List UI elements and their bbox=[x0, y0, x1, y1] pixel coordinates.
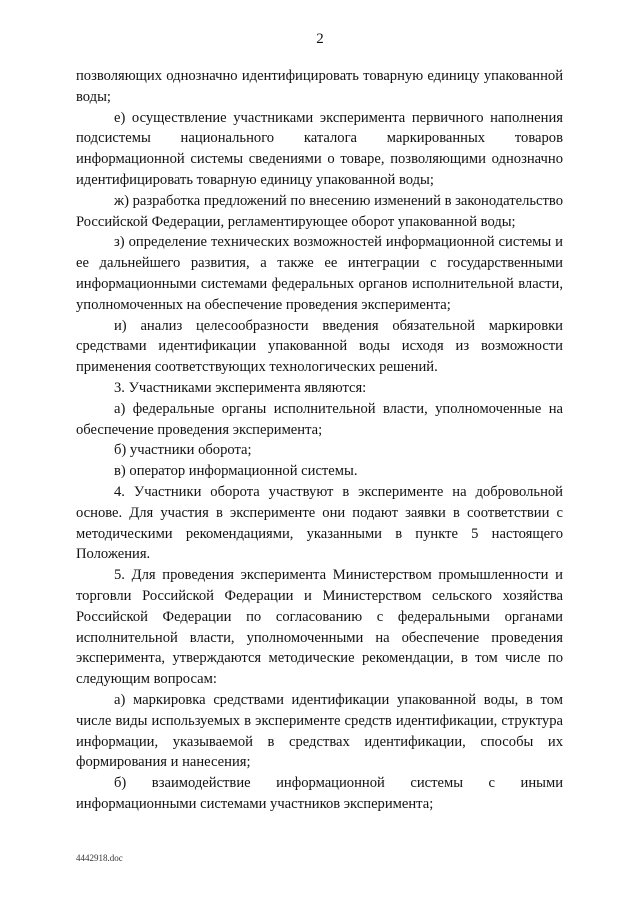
paragraph: позволяющих однозначно идентифицировать товарную единицу упакованной воды; bbox=[76, 68, 563, 105]
paragraph-item-v: в) оператор информационной системы. bbox=[114, 463, 358, 480]
document-body bbox=[76, 66, 563, 815]
paragraph-section-4: 4. Участники оборота участвуют в эксперименте на добровольной основе. Для участия в эксперименте они подают заявки в соответствии с методическими рекомендациями, указанными в пункте 5 настоящего Положения. bbox=[76, 483, 563, 563]
page-number: 2 bbox=[316, 31, 324, 47]
paragraph-section-3: 3. Участниками эксперимента являются: bbox=[114, 379, 367, 396]
paragraph-item-a: а) федеральные органы исполнительной власти, уполномоченные на обеспечение проведения эксперимента; bbox=[76, 400, 563, 438]
paragraph-item-i: и) анализ целесообразности введения обязательной маркировки средствами идентификации упакованной воды исходя из возможности применения соответствующих технологических решений. bbox=[76, 317, 563, 376]
paragraph-item-b: б) участники оборота; bbox=[114, 442, 252, 459]
paragraph-item-e: е) осуществление участниками эксперимента первичного наполнения подсистемы национального каталога маркированных товаров информационной системы сведениями о товаре, позволяющими однозначно идентифицировать товарную единицу упакованной воды; bbox=[76, 109, 563, 188]
paragraph-item-z: з) определение технических возможностей информационной системы и ее дальнейшего развития, а также ее интеграции с государственными информационными системами федеральных органов исполнительной власти, уполномоченных на обеспечение проведения эксперимента; bbox=[76, 234, 563, 313]
paragraph-item-a: а) маркировка средствами идентификации упакованной воды, в том числе виды используемых в эксперименте средств идентификации, структура информации, указываемой в средствах идентификации, способы их формирования и нанесения; bbox=[76, 691, 563, 771]
paragraph-item-zh: ж) разработка предложений по внесению изменений в законодательство Российской Федерации, регламентирующее оборот упакованной воды; bbox=[76, 192, 563, 230]
document-code-footer: 4442918.doc bbox=[76, 853, 123, 863]
paragraph-section-5: 5. Для проведения эксперимента Министерством промышленности и торговли Российской Федерации и Министерством сельского хозяйства Российской Федерации по согласованию с федеральными органами исполнительной власти, уполномоченными на обеспечение проведения эксперимента, утверждаются методические рекомендации, в том числе по следующим вопросам: bbox=[76, 567, 563, 688]
paragraph-item-b: б) взаимодействие информационной системы с иными информационными системами участников эксперимента; bbox=[76, 775, 563, 812]
